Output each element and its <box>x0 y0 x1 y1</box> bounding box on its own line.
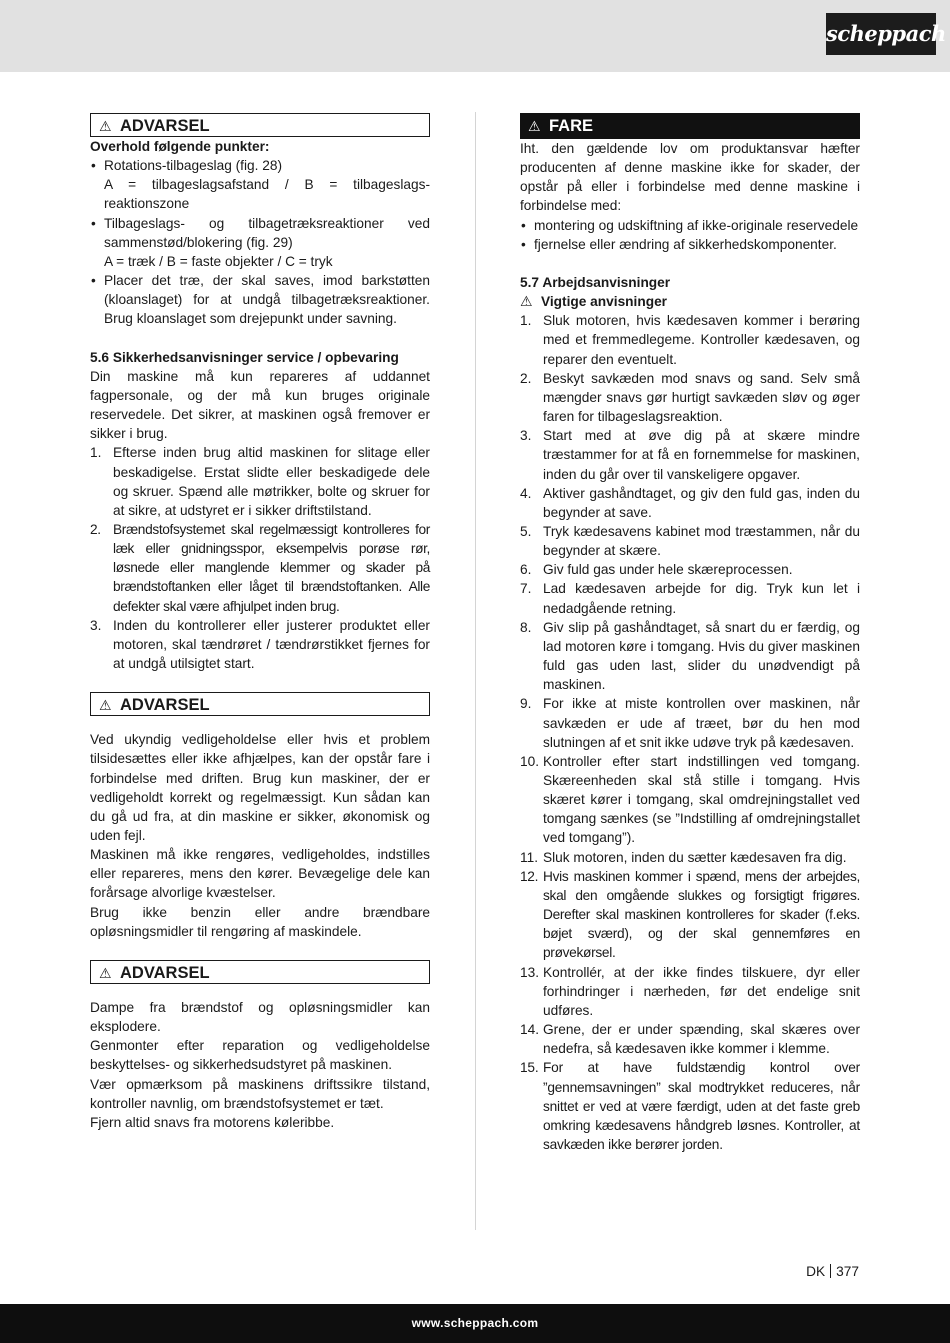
item-text: Inden du kontrollerer eller justerer produktet eller motoren, skal tændrøret / tændrørstikket fjernes for at undgå utilsigtet start. <box>113 617 430 672</box>
numbered-item <box>90 616 430 673</box>
item-number: 10. <box>520 753 540 769</box>
item-number: 6. <box>520 562 532 578</box>
item-number: 13. <box>520 964 540 980</box>
item-text: For at have fuldstændig kontrol over ”gennemsavningen” skal modtrykket reduceres, når snittet er ved at være færdigt, uden at det faste greb omkring kædesavens håndgreb løsnes. Kontroller, at savkæden ikke berører jorden. <box>543 1060 860 1152</box>
warning-box-2 <box>90 692 430 716</box>
numbered-item <box>520 522 860 560</box>
danger-title: FARE <box>549 117 594 135</box>
item-text: Efterse inden brug altid maskinen for slitage eller beskadigelse. Erstat slidte eller beskadigede dele og skruer. Spænd alle møtrikker, bolte og skruer for at sikre, at udstyret er i sikker driftstilstand. <box>113 445 430 518</box>
item-text: Lad kædesaven arbejde for dig. Tryk kun let i nedadgående retning. <box>543 581 860 616</box>
item-text: Giv fuld gas under hele skæreprocessen. <box>543 562 793 578</box>
numbered-item <box>520 369 860 426</box>
warning-paragraph: Genmonter efter reparation og vedligeholdelse beskyttelses- og sikkerhedsudstyret på maskinen. <box>90 1038 430 1073</box>
numbered-item <box>520 484 860 522</box>
warning-paragraph: Maskinen må ikke rengøres, vedligeholdes, indstilles eller repareres, mens den kører. Bevægelige dele kan forårsage alvorlige kvæstelser. <box>90 847 430 901</box>
section-heading-5-6: 5.6 Sikkerhedsanvisninger service / opbevaring <box>90 349 399 365</box>
warning-title: ADVARSEL <box>120 696 210 715</box>
item-number: 15. <box>520 1060 539 1076</box>
right-column <box>520 113 860 1154</box>
item-text: Aktiver gashåndtaget, og giv den fuld gas, inden du begynder at save. <box>543 485 860 520</box>
item-number: 3. <box>520 428 532 444</box>
numbered-item <box>520 963 860 1020</box>
warning-paragraph: Dampe fra brændstof og opløsningsmidler kan eksplodere. <box>90 999 430 1035</box>
item-text: Beskyt savkæden mod snavs og sand. Selv små mængder snavs gør hurtigt savkæden sløv og øger faren for tilbageslagsreaktion. <box>543 370 860 425</box>
numbered-item <box>520 848 860 867</box>
bullet-item: • Placer det træ, der skal saves, imod barkstøtten (kloanslaget) for at undgå tilbagetræksreaktioner. Brug kloanslaget som drejepunkt under savning. <box>91 273 430 327</box>
item-number: 5. <box>520 523 532 539</box>
warning-paragraph: Vær opmærksom på maskinens driftssikre tilstand, kontroller navnlig, om brændstofsystemet er tæt. <box>90 1076 430 1111</box>
page-number-separator <box>830 1264 831 1278</box>
item-number: 3. <box>90 617 102 633</box>
warning-title: ADVARSEL <box>120 117 210 135</box>
numbered-item <box>520 311 860 368</box>
section-subheading <box>520 292 860 311</box>
item-text: Start med at øve dig på at skære mindre træstammer for at få en fornemmelse for maskinen, inden du går over til vanskeligere opgaver. <box>543 428 860 482</box>
section-intro: Din maskine må kun repareres af uddannet fagpersonale, og der må kun bruges originale reservedele. Det sikrer, at maskinen også fremover er sikker i brug. <box>90 368 430 442</box>
item-number: 8. <box>520 619 532 635</box>
bullet-item: • montering og udskiftning af ikke-originale reservedele <box>521 217 859 233</box>
bullet-item: • Tilbageslags- og tilbagetræksreaktioner ved sammenstød/blokering (fig. 29) A = træk / B = faste objekter / C = tryk <box>90 214 430 271</box>
warning-lead: Overhold følgende punkter: <box>90 139 270 154</box>
item-text: Sluk motoren, inden du sætter kædesaven fra dig. <box>543 849 847 865</box>
warning-triangle-icon: ⚠ <box>520 293 533 310</box>
instructions-list <box>520 311 860 1154</box>
page-language: DK <box>806 1264 826 1279</box>
item-number: 4. <box>520 485 532 501</box>
warning-box-3 <box>90 960 430 984</box>
bullet-text: Tilbageslags- og tilbagetræksreaktioner ved sammenstød/blokering (fig. 29) <box>104 215 430 250</box>
item-number: 1. <box>90 445 102 461</box>
item-number: 2. <box>520 370 532 386</box>
warning-paragraph: Ved ukyndig vedligeholdelse eller hvis et problem tilsidesættes eller ikke afhjælpes, kan der opstår fare i forbindelse med driften. Brug kun maskiner, der er vedligeholdt korrekt og regelmæssigt. Kun sådan kan du gå ud fra, at din maskine er sikker, økonomisk og uden fejl. <box>90 732 430 843</box>
numbered-item <box>520 618 860 695</box>
section-heading-5-7: 5.7 Arbejdsanvisninger <box>520 274 671 290</box>
warning-triangle-icon: ⚠ <box>99 697 112 714</box>
item-text: Tryk kædesavens kabinet mod træstammen, når du begynder at skære. <box>543 523 860 559</box>
scheppach-logo[interactable]: scheppach <box>826 13 936 55</box>
bullet-text: montering og udskiftning af ikke-originale reservedele <box>534 217 859 233</box>
item-number: 14. <box>520 1022 540 1038</box>
item-text: Grene, der er under spænding, skal skæres over nedefra, så kædesaven ikke kommer i klemme. <box>543 1022 860 1057</box>
bullet-text: Rotations-tilbageslag (fig. 28) <box>104 158 283 174</box>
footer-bar <box>0 1304 950 1343</box>
page-number-value: 377 <box>836 1264 859 1279</box>
warning-bullet-list <box>90 156 430 328</box>
warning-paragraph: Brug ikke benzin eller andre brændbare opløsningsmidler til rengøring af maskindele. <box>90 904 430 939</box>
numbered-item <box>90 520 430 616</box>
item-text: Giv slip på gashåndtaget, så snart du er færdig, og lad motoren køre i tomgang. Hvis du giver maskinen fuld gas uden last, slider du unødvendigt på maskinen. <box>543 619 860 693</box>
footer-url-link[interactable]: www.scheppach.com <box>411 1316 539 1330</box>
numbered-item <box>520 752 860 848</box>
bullet-text: fjernelse eller ændring af sikkerhedskomponenter. <box>534 236 837 252</box>
subheading-text: Vigtige anvisninger <box>541 294 668 310</box>
item-text: Kontrollér, at der ikke findes tilskuere, dyr eller forhindringer i nærheden, før det endelige snit udføres. <box>543 964 860 1018</box>
item-text: Kontroller efter start indstillingen ved tomgang. Skæreenheden skal stå stille i tomgang. Hvis skæret kører i tomgang, skal omdrejningstallet ved tomgang sænkes (se ”Indstilling af omdrejningstallet ved tomgang”). <box>543 753 860 846</box>
column-divider <box>475 112 476 1230</box>
numbered-list <box>90 443 430 673</box>
warning-triangle-icon: ⚠ <box>99 964 112 981</box>
bullet-subtext: A = tilbageslagsafstand / B = tilbageslags-reaktionszone <box>104 177 430 212</box>
bullet-subtext: A = træk / B = faste objekter / C = tryk <box>104 253 333 269</box>
page-number <box>806 1264 859 1279</box>
bullet-item: • Rotations-tilbageslag (fig. 28) A = tilbageslagsafstand / B = tilbageslags-reaktionszone <box>90 156 430 213</box>
item-text: For ikke at miste kontrollen over maskinen, når savkæden er ude af træet, bør du hen mod slutningen af et snit ikke udøve tryk på kædesaven. <box>543 696 860 750</box>
item-number: 1. <box>520 313 532 329</box>
numbered-item <box>520 1058 860 1154</box>
header-bar <box>0 0 950 72</box>
item-number: 11. <box>520 849 539 865</box>
numbered-item <box>90 443 430 520</box>
numbered-item <box>520 579 860 617</box>
item-number: 9. <box>520 696 532 712</box>
left-column <box>90 113 430 1132</box>
warning-triangle-icon: ⚠ <box>528 118 541 134</box>
danger-bullet-list <box>520 216 860 254</box>
item-number: 12. <box>520 868 539 884</box>
item-text: Brændstofsystemet skal regelmæssigt kontrolleres for læk eller gnidningsspor, eksempelvis porøse rør, løsnede eller manglende klemmer og skader på brændstoftanken eller låget til brændstoftanken. Alle defekter skal være afhjulpet inden brug. <box>113 521 430 614</box>
warning-title: ADVARSEL <box>120 963 210 982</box>
bullet-item: • fjernelse eller ændring af sikkerhedskomponenter. <box>521 236 837 252</box>
item-text: Sluk motoren, hvis kædesaven kommer i berøring med et fremmedlegeme. Kontroller kædesaven, og reparer den eventuelt. <box>543 313 860 367</box>
danger-text: Iht. den gældende lov om produktansvar hæfter producenten af denne maskine ikke for skader, der opstår på eller i forbindelse med denne maskine i forbindelse med: <box>520 141 860 214</box>
item-number: 7. <box>520 581 532 597</box>
item-number: 2. <box>90 521 101 537</box>
warning-paragraph: Fjern altid snavs fra motorens køleribbe. <box>90 1114 335 1130</box>
numbered-item <box>520 560 860 579</box>
warning-triangle-icon: ⚠ <box>99 118 112 134</box>
numbered-item <box>520 867 860 963</box>
item-text: Hvis maskinen kommer i spænd, mens der arbejdes, skal den omgående slukkes og forsigtigt frigøres. Derefter skal maskinen kontrolleres for skader (f.eks. bøjet sværd), og der skal gennemføres en prøvekørsel. <box>543 868 860 961</box>
numbered-item <box>520 426 860 483</box>
warning-box-1 <box>90 113 430 137</box>
danger-box <box>520 113 860 139</box>
bullet-text: Placer det træ, der skal saves, imod barkstøtten (kloanslaget) for at undgå tilbagetræksreaktioner. Brug kloanslaget som drejepunkt under savning. <box>104 273 430 327</box>
numbered-item <box>520 694 860 751</box>
numbered-item <box>520 1020 860 1058</box>
